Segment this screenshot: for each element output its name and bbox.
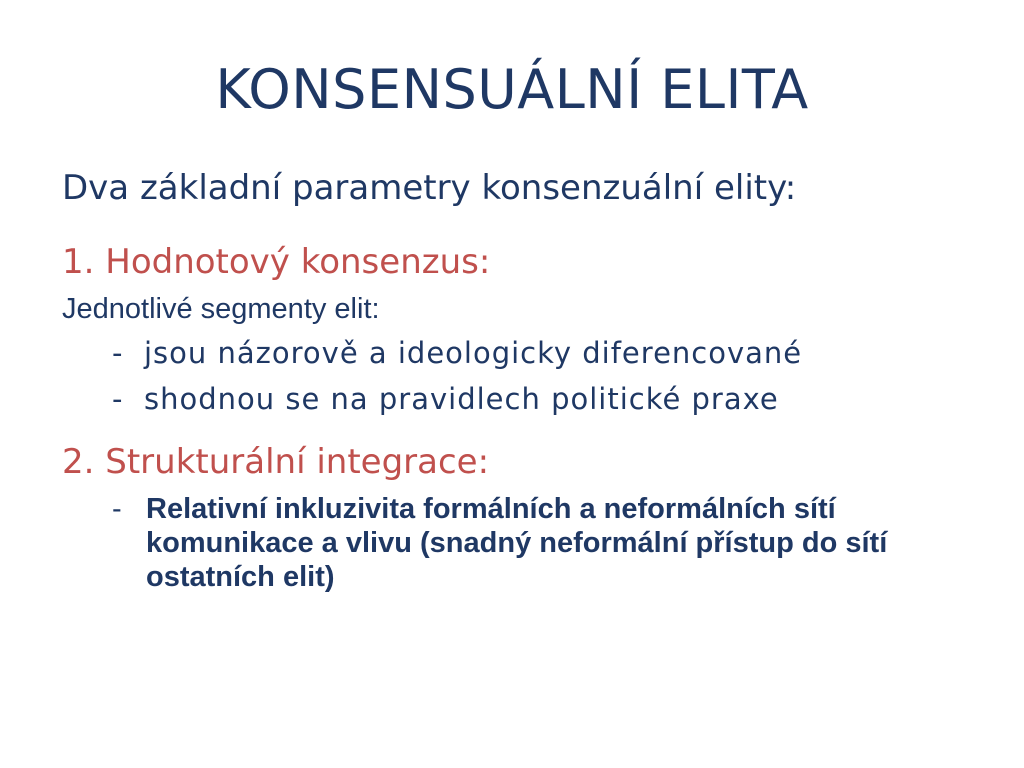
section2-heading: 2. Strukturální integrace: xyxy=(62,442,490,482)
section1-heading: 1. Hodnotový konsenzus: xyxy=(62,242,491,282)
dash-marker: - xyxy=(112,493,122,525)
section1-item xyxy=(112,334,802,372)
section2-item-text: Relativní inkluzivita formálních a neformálních sítí komunikace a vlivu (snadný neformální přístup do sítí ostatních elit) xyxy=(146,493,888,593)
dash-marker: - xyxy=(112,382,124,416)
section2-item xyxy=(112,492,992,594)
section1-item-text: shodnou se na pravidlech politické praxe xyxy=(144,382,779,416)
slide-title: KONSENSUÁLNÍ ELITA xyxy=(215,58,809,121)
section1-intro: Jednotlivé segmenty elit: xyxy=(62,293,380,325)
dash-marker: - xyxy=(112,336,124,370)
section1-item xyxy=(112,380,779,418)
slide-subtitle: Dva základní parametry konsenzuální elity: xyxy=(62,168,797,208)
section1-item-text: jsou názorově a ideologicky diferencované xyxy=(144,336,803,370)
